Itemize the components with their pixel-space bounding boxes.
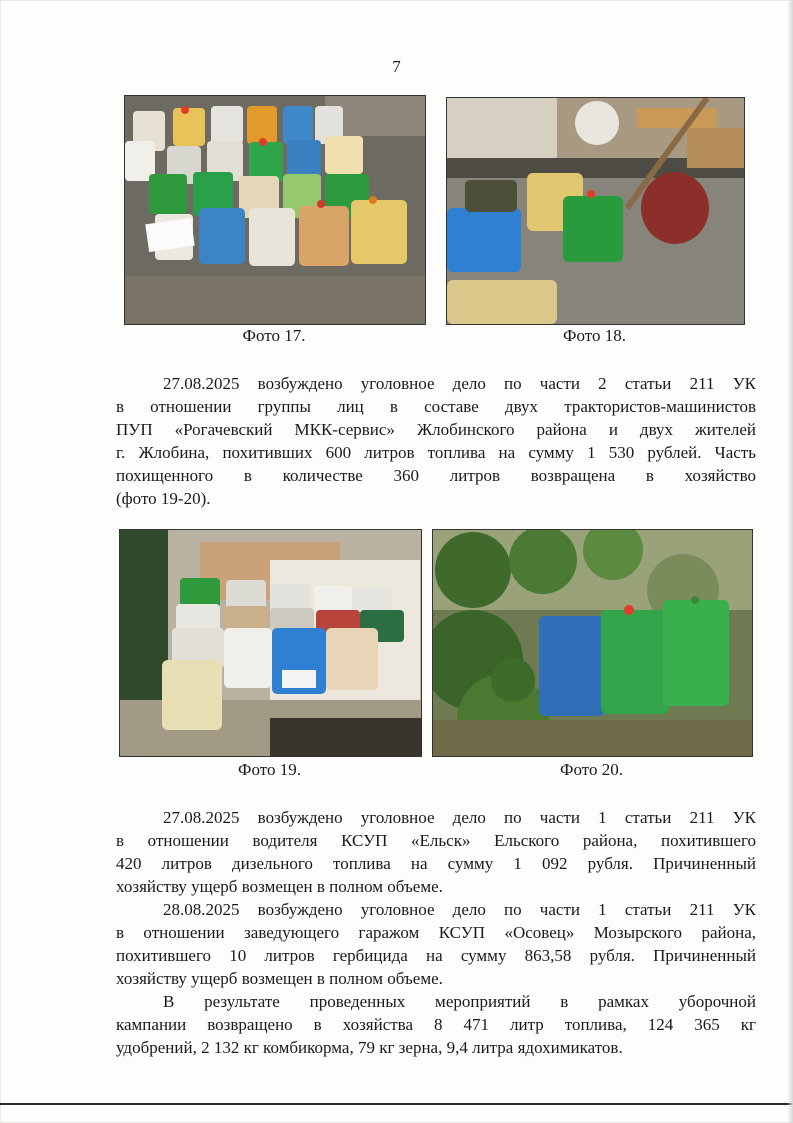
photo-18	[446, 97, 745, 325]
paragraph-3-line: хозяйству ущерб возмещен в полном объеме.	[116, 969, 443, 988]
paragraph-2-line: в отношении водителя КСУП «Ельск» Ельского района, похитившего	[116, 831, 756, 850]
paragraph-3-line: 28.08.2025 возбуждено уголовное дело по части 1 статьи 211 УК	[163, 900, 756, 919]
photo-20-caption: Фото 20.	[560, 760, 623, 779]
photo-17	[124, 95, 426, 325]
page-number: 7	[392, 57, 401, 76]
paragraph-2-line: 27.08.2025 возбуждено уголовное дело по части 1 статьи 211 УК	[163, 808, 756, 827]
paragraph-4-line: В результате проведенных мероприятий в рамках уборочной	[163, 992, 756, 1011]
paragraph-4	[116, 990, 756, 1059]
paragraph-2-line: 420 литров дизельного топлива на сумму 1 092 рубля. Причиненный	[116, 854, 756, 873]
paragraph-1-line: в отношении группы лиц в составе двух трактористов-машинистов	[116, 397, 756, 416]
paragraph-3	[116, 898, 756, 990]
paragraph-4-line: удобрений, 2 132 кг комбикорма, 79 кг зерна, 9,4 литра ядохимикатов.	[116, 1038, 623, 1057]
paragraph-1-line: (фото 19-20).	[116, 489, 211, 508]
photo-17-caption: Фото 17.	[242, 326, 306, 345]
photo-19	[119, 529, 422, 757]
bottom-border-line	[0, 1103, 793, 1105]
paragraph-2	[116, 806, 756, 898]
paragraph-1	[116, 372, 756, 510]
photo-18-caption: Фото 18.	[563, 326, 626, 345]
paragraph-2-line: хозяйству ущерб возмещен в полном объеме.	[116, 877, 443, 896]
paragraph-1-line: похищенного в количестве 360 литров возвращена в хозяйство	[116, 466, 756, 485]
paragraph-4-line: кампании возвращено в хозяйства 8 471 литр топлива, 124 365 кг	[116, 1015, 756, 1034]
photo-19-caption: Фото 19.	[238, 760, 301, 779]
paragraph-1-line: 27.08.2025 возбуждено уголовное дело по части 2 статьи 211 УК	[163, 374, 756, 393]
paragraph-3-line: похитившего 10 литров гербицида на сумму 863,58 рубля. Причиненный	[116, 946, 756, 965]
photo-20	[432, 529, 753, 757]
paragraph-3-line: в отношении заведующего гаражом КСУП «Осовец» Мозырского района,	[116, 923, 756, 942]
paragraph-1-line: г. Жлобина, похитивших 600 литров топлива на сумму 1 530 рублей. Часть	[116, 443, 756, 462]
page-edge-shadow	[787, 0, 793, 1123]
paragraph-1-line: ПУП «Рогачевский МКК-сервис» Жлобинского района и двух жителей	[116, 420, 756, 439]
